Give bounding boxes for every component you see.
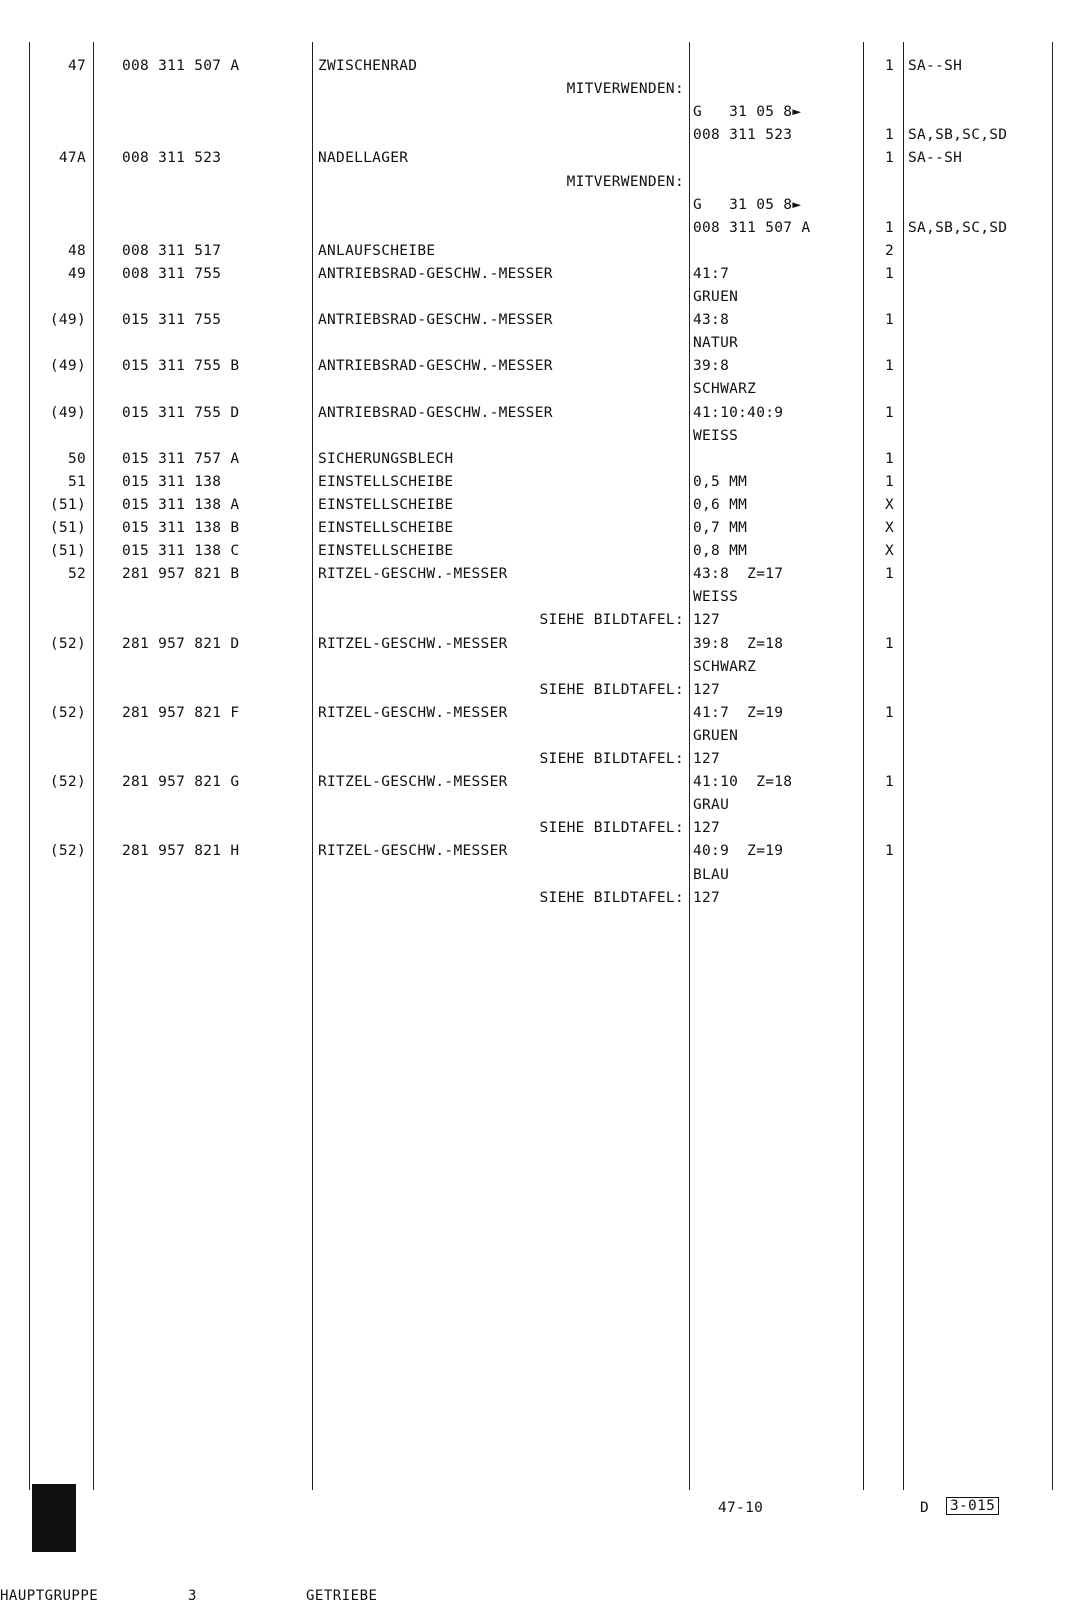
remark: 40:9 Z=19 xyxy=(693,843,784,860)
model-range: SA,SB,SC,SD xyxy=(908,127,1008,144)
remark: 0,8 MM xyxy=(693,543,748,560)
position-number: (52) xyxy=(49,774,86,791)
remark: 43:8 xyxy=(693,312,730,329)
position-number: (51) xyxy=(49,543,86,560)
part-number: 015 311 755 B xyxy=(122,358,240,375)
quantity: 1 xyxy=(884,358,894,375)
part-number: 015 311 138 A xyxy=(122,496,240,513)
part-number: 015 311 138 C xyxy=(122,543,240,560)
part-number: 281 957 821 G xyxy=(122,774,240,791)
quantity: 1 xyxy=(884,566,894,583)
black-marker xyxy=(32,1484,76,1552)
description: MITVERWENDEN: xyxy=(566,173,684,190)
quantity: 1 xyxy=(884,843,894,860)
column-divider xyxy=(903,42,904,1490)
remark: 127 xyxy=(693,751,721,767)
remark: 127 xyxy=(693,612,721,629)
description: RITZEL-GESCHW.-MESSER xyxy=(318,566,508,583)
footer-group-label: HAUPTGRUPPE xyxy=(0,1588,99,1604)
quantity: X xyxy=(884,543,894,560)
position-number: 49 xyxy=(67,265,86,282)
quantity: 1 xyxy=(884,450,894,467)
quantity: 1 xyxy=(884,312,894,329)
position-number: (52) xyxy=(49,704,86,721)
position-number: (52) xyxy=(49,843,86,860)
remark: 41:10 Z=18 xyxy=(693,774,793,791)
footer-group-number: 3 xyxy=(188,1588,197,1604)
description: SIEHE BILDTAFEL: xyxy=(539,751,684,767)
description: RITZEL-GESCHW.-MESSER xyxy=(318,843,508,860)
remark: 41:10:40:9 xyxy=(693,404,784,421)
footer-group-title: GETRIEBE xyxy=(306,1588,378,1604)
section-code-prefix: D xyxy=(920,1500,929,1516)
description: SIEHE BILDTAFEL: xyxy=(539,889,684,906)
quantity: 1 xyxy=(884,774,894,791)
remark: G 31 05 8► xyxy=(693,196,802,213)
remark: G 31 05 8► xyxy=(693,104,802,121)
position-number: (49) xyxy=(49,312,86,329)
remark: 008 311 507 A xyxy=(693,219,811,236)
description: EINSTELLSCHEIBE xyxy=(318,520,454,536)
position-number: (49) xyxy=(49,404,86,421)
part-number: 015 311 755 D xyxy=(122,404,240,421)
position-number: 51 xyxy=(67,473,86,490)
quantity: 1 xyxy=(884,127,894,144)
description: EINSTELLSCHEIBE xyxy=(318,543,454,560)
remark: 127 xyxy=(693,820,721,837)
section-code: 3-015 xyxy=(946,1497,999,1515)
part-number: 008 311 507 A xyxy=(122,58,240,74)
remark: GRUEN xyxy=(693,289,739,305)
part-number: 008 311 523 xyxy=(122,150,222,167)
description: RITZEL-GESCHW.-MESSER xyxy=(318,704,508,721)
position-number: 52 xyxy=(67,566,86,583)
description: SIEHE BILDTAFEL: xyxy=(539,820,684,837)
remark: 008 311 523 xyxy=(693,127,793,144)
remark: WEISS xyxy=(693,589,739,606)
quantity: 2 xyxy=(884,242,894,259)
description: ANLAUFSCHEIBE xyxy=(318,242,436,259)
remark: NATUR xyxy=(693,335,739,352)
description: SIEHE BILDTAFEL: xyxy=(539,681,684,698)
model-range: SA,SB,SC,SD xyxy=(908,219,1008,236)
description: ANTRIEBSRAD-GESCHW.-MESSER xyxy=(318,265,553,282)
quantity: 1 xyxy=(884,473,894,490)
description: EINSTELLSCHEIBE xyxy=(318,496,454,513)
position-number: 47 xyxy=(67,58,86,74)
remark: 0,7 MM xyxy=(693,520,748,536)
part-number: 015 311 755 xyxy=(122,312,222,329)
part-number: 008 311 755 xyxy=(122,265,222,282)
part-number: 015 311 138 B xyxy=(122,520,240,536)
model-range: SA--SH xyxy=(908,150,963,167)
description: ANTRIEBSRAD-GESCHW.-MESSER xyxy=(318,312,553,329)
column-divider xyxy=(312,42,313,1490)
page-reference: 47-10 xyxy=(718,1500,764,1516)
description: EINSTELLSCHEIBE xyxy=(318,473,454,490)
position-number: 48 xyxy=(67,242,86,259)
part-number: 281 957 821 F xyxy=(122,704,240,721)
description: SIEHE BILDTAFEL: xyxy=(539,612,684,629)
position-number: 50 xyxy=(67,450,86,467)
description: RITZEL-GESCHW.-MESSER xyxy=(318,774,508,791)
position-number: (51) xyxy=(49,496,86,513)
description: MITVERWENDEN: xyxy=(566,81,684,98)
part-number: 281 957 821 H xyxy=(122,843,240,860)
remark: 39:8 xyxy=(693,358,730,375)
quantity: 1 xyxy=(884,265,894,282)
quantity: X xyxy=(884,496,894,513)
quantity: 1 xyxy=(884,404,894,421)
quantity: 1 xyxy=(884,704,894,721)
remark: 43:8 Z=17 xyxy=(693,566,784,583)
remark: BLAU xyxy=(693,866,730,883)
part-number: 281 957 821 B xyxy=(122,566,240,583)
position-number: (52) xyxy=(49,635,86,652)
part-number: 015 311 757 A xyxy=(122,450,240,467)
quantity: 1 xyxy=(884,150,894,167)
remark: 0,6 MM xyxy=(693,496,748,513)
description: ANTRIEBSRAD-GESCHW.-MESSER xyxy=(318,404,553,421)
position-number: (49) xyxy=(49,358,86,375)
remark: GRAU xyxy=(693,797,730,814)
description: NADELLAGER xyxy=(318,150,409,167)
quantity: 1 xyxy=(884,58,894,74)
column-divider xyxy=(93,42,94,1490)
description: ZWISCHENRAD xyxy=(318,58,418,74)
column-divider xyxy=(689,42,690,1490)
remark: SCHWARZ xyxy=(693,381,757,398)
remark: 41:7 Z=19 xyxy=(693,704,784,721)
position-number: (51) xyxy=(49,520,86,536)
position-number: 47A xyxy=(58,150,86,167)
model-range: SA--SH xyxy=(908,58,963,74)
remark: WEISS xyxy=(693,427,739,444)
part-number: 015 311 138 xyxy=(122,473,222,490)
remark: 127 xyxy=(693,681,721,698)
remark: GRUEN xyxy=(693,727,739,744)
column-divider xyxy=(1052,42,1053,1490)
description: SICHERUNGSBLECH xyxy=(318,450,454,467)
remark: 127 xyxy=(693,889,721,906)
description: ANTRIEBSRAD-GESCHW.-MESSER xyxy=(318,358,553,375)
remark: 41:7 xyxy=(693,265,730,282)
remark: 39:8 Z=18 xyxy=(693,635,784,652)
quantity: 1 xyxy=(884,635,894,652)
remark: SCHWARZ xyxy=(693,658,757,675)
remark: 0,5 MM xyxy=(693,473,748,490)
quantity: X xyxy=(884,520,894,536)
quantity: 1 xyxy=(884,219,894,236)
part-number: 281 957 821 D xyxy=(122,635,240,652)
description: RITZEL-GESCHW.-MESSER xyxy=(318,635,508,652)
part-number: 008 311 517 xyxy=(122,242,222,259)
